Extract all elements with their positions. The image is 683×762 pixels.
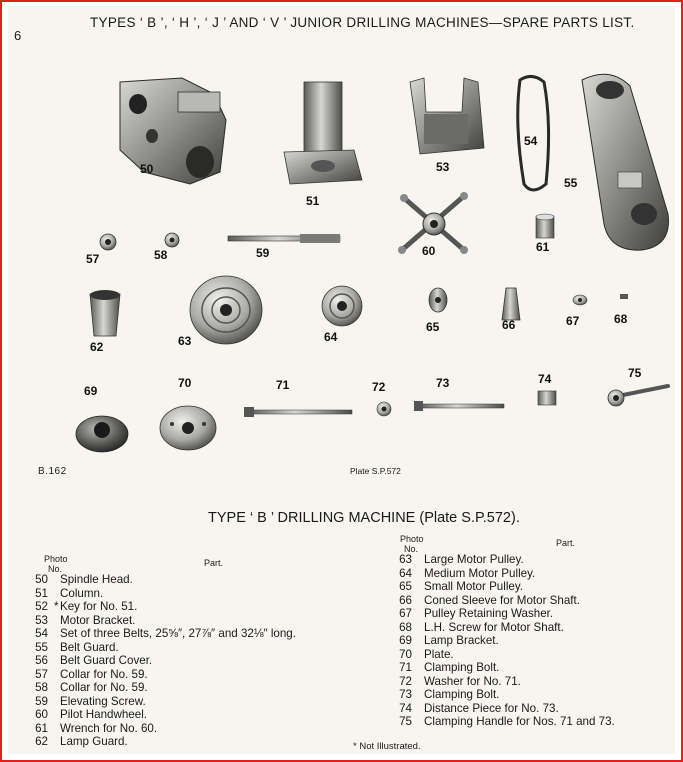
photo-number: 73 [399, 688, 412, 701]
part-74-distance-piece [538, 391, 556, 405]
parts-illustration [32, 64, 672, 484]
part-description: Elevating Screw. [60, 694, 146, 708]
part-description: Set of three Belts, 25⅝″, 27⅞″ and 32⅛″ long. [60, 627, 296, 640]
plate-code: B.162 [38, 466, 67, 477]
part-62-lamp-guard [90, 290, 120, 336]
plate-label-74: 74 [538, 372, 552, 386]
photo-number: 58 [35, 681, 48, 694]
parts-list-row [18, 614, 296, 628]
part-50-spindle-head [120, 78, 226, 184]
plate-label-59: 59 [256, 246, 270, 260]
parts-list-row [382, 553, 615, 567]
parts-list-row [382, 688, 615, 702]
part-description: Clamping Bolt. [424, 661, 500, 674]
parts-list-row [382, 580, 615, 594]
photo-number: 67 [399, 607, 412, 620]
not-illustrated-mark: * [54, 600, 59, 613]
plate-label-68: 68 [614, 312, 628, 326]
parts-list-row [18, 681, 296, 695]
part-description: Wrench for No. 60. [60, 721, 158, 735]
part-72-washer [377, 402, 391, 416]
plate-label-55: 55 [564, 176, 578, 190]
photo-number: 55 [35, 640, 48, 654]
part-description: Clamping Handle for Nos. 71 and 73. [424, 715, 615, 728]
parts-list-left [18, 573, 296, 749]
part-description: Belt Guard Cover. [60, 654, 153, 667]
left-column-header-part: Part. [204, 558, 224, 568]
plate-label-64: 64 [324, 330, 338, 344]
part-description: Clamping Bolt. [424, 688, 500, 701]
parts-list-row [18, 627, 296, 641]
section-title: TYPE ‘ B ’ DRILLING MACHINE (Plate S.P.572). [208, 510, 520, 526]
part-63-large-pulley [190, 276, 262, 344]
part-description: Lamp Bracket. [424, 634, 499, 647]
photo-number: 59 [35, 694, 48, 708]
plate-label-67: 67 [566, 314, 580, 328]
parts-list-row [18, 600, 296, 614]
parts-list-row [382, 634, 615, 648]
plate-label-57: 57 [86, 252, 100, 266]
part-description: Spindle Head. [60, 573, 133, 586]
parts-list-row [18, 695, 296, 709]
parts-list-row [382, 648, 615, 662]
photo-number: 50 [35, 573, 48, 586]
plate-label-61: 61 [536, 240, 550, 254]
parts-list-row [382, 567, 615, 581]
parts-list-row [382, 607, 615, 621]
parts-list-row [18, 641, 296, 655]
page-title: TYPES ‘ B ’, ‘ H ’, ‘ J ’ AND ‘ V ’ JUNIOR DRILLING MACHINES—SPARE PARTS LIST. [90, 15, 635, 30]
part-description: Plate. [424, 647, 454, 661]
part-71-clamping-bolt [244, 407, 352, 417]
photo-number: 75 [399, 715, 412, 728]
plate-label-50: 50 [140, 162, 154, 176]
plate-label-66: 66 [502, 318, 516, 332]
photo-number: 72 [399, 674, 412, 688]
part-64-medium-pulley [322, 286, 362, 326]
part-69-lamp-bracket [76, 416, 128, 452]
plate-label-72: 72 [372, 380, 386, 394]
plate-label-62: 62 [90, 340, 104, 354]
photo-number: 70 [399, 647, 412, 661]
no-header-text: No. [404, 544, 419, 554]
parts-list-row [18, 654, 296, 668]
plate-label-75: 75 [628, 366, 642, 380]
photo-number: 68 [399, 620, 412, 634]
plate-label-70: 70 [178, 376, 192, 390]
photo-number: 71 [399, 661, 412, 674]
part-58-collar [165, 233, 179, 247]
photo-number: 74 [399, 701, 412, 715]
part-description: L.H. Screw for Motor Shaft. [424, 620, 564, 634]
parts-list-right [382, 553, 615, 729]
plate-label-63: 63 [178, 334, 192, 348]
parts-list-row [382, 621, 615, 635]
part-description: Collar for No. 59. [60, 681, 148, 694]
photo-header-text: Photo [44, 554, 68, 564]
photo-number: 61 [35, 721, 48, 735]
parts-list-row [18, 573, 296, 587]
plate-reference: Plate S.P.572 [350, 466, 401, 476]
footnote: * Not Illustrated. [353, 741, 421, 752]
left-column-header-photo [44, 554, 68, 574]
plate-label-58: 58 [154, 248, 168, 262]
part-59-elevating-screw [228, 234, 340, 243]
part-description: Small Motor Pulley. [424, 580, 524, 593]
part-description: Distance Piece for No. 73. [424, 701, 559, 715]
parts-list-row [382, 715, 615, 729]
part-description: Key for No. 51. [60, 600, 138, 613]
plate-label-54: 54 [524, 134, 538, 148]
part-51-column [284, 82, 362, 184]
parts-list-row [382, 594, 615, 608]
photo-number: 56 [35, 654, 48, 667]
part-description: Washer for No. 71. [424, 674, 521, 688]
photo-number: 54 [35, 627, 48, 640]
part-66-coned-sleeve [502, 288, 520, 320]
page-number: 6 [14, 28, 22, 43]
parts-list-row [382, 702, 615, 716]
photo-header-text: Photo [400, 534, 424, 544]
parts-list-row [18, 735, 296, 749]
plate-label-65: 65 [426, 320, 440, 334]
part-description: Column. [60, 586, 104, 600]
part-70-plate [160, 406, 216, 450]
plate-label-51: 51 [306, 194, 320, 208]
part-53-motor-bracket [410, 78, 484, 154]
part-description: Pulley Retaining Washer. [424, 607, 554, 620]
parts-list-row [18, 587, 296, 601]
plate-label-73: 73 [436, 376, 450, 390]
part-61-wrench [536, 214, 554, 238]
document-page [8, 6, 675, 754]
parts-list-row [18, 708, 296, 722]
parts-list-row [18, 668, 296, 682]
photo-number: 69 [399, 634, 412, 647]
photo-number: 52 [35, 600, 48, 613]
part-65-small-pulley [429, 288, 447, 312]
no-header-text: No. [48, 564, 63, 574]
photo-number: 66 [399, 593, 412, 607]
part-73-clamping-bolt [414, 401, 504, 411]
photo-number: 51 [35, 586, 48, 600]
photo-number: 53 [35, 613, 48, 627]
right-column-header-photo [400, 534, 424, 554]
part-description: Belt Guard. [60, 640, 119, 654]
part-55-belt-guard [582, 74, 668, 250]
photo-number: 64 [399, 566, 412, 580]
plate-label-53: 53 [436, 160, 450, 174]
parts-list-row [18, 722, 296, 736]
part-description: Large Motor Pulley. [424, 553, 524, 566]
part-description: Motor Bracket. [60, 613, 136, 627]
right-column-header-part: Part. [556, 538, 576, 548]
parts-plate [32, 64, 672, 484]
part-description: Medium Motor Pulley. [424, 566, 536, 580]
photo-number: 65 [399, 580, 412, 593]
plate-label-71: 71 [276, 378, 290, 392]
parts-list-row [382, 661, 615, 675]
part-description: Lamp Guard. [60, 735, 128, 748]
part-67-washer [573, 295, 587, 305]
part-description: Pilot Handwheel. [60, 708, 148, 721]
part-description: Coned Sleeve for Motor Shaft. [424, 593, 580, 607]
photo-number: 63 [399, 553, 412, 566]
photo-number: 57 [35, 667, 48, 681]
parts-list-row [382, 675, 615, 689]
plate-label-69: 69 [84, 384, 98, 398]
part-57-collar [100, 234, 116, 250]
photo-number: 62 [35, 735, 48, 748]
part-description: Collar for No. 59. [60, 667, 148, 681]
part-75-clamping-handle [608, 386, 668, 406]
plate-label-60: 60 [422, 244, 436, 258]
photo-number: 60 [35, 708, 48, 721]
part-68-screw [620, 294, 628, 299]
